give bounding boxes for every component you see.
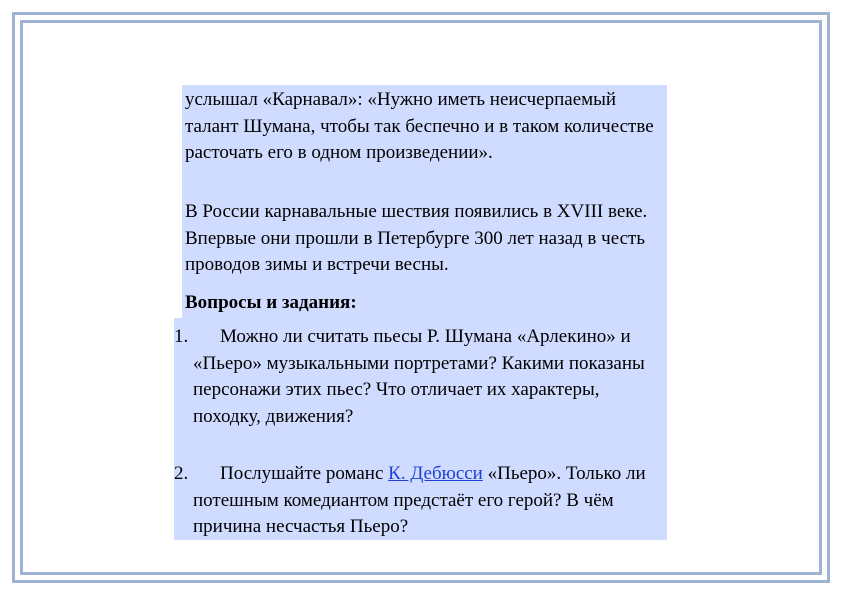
question-text: Можно ли считать пьесы Р. Шумана «Арлекино» и «Пьеро» музыкальными портретами? Какими показаны персонажи этих пьес? Что отличает их характеры, походку, движения? xyxy=(193,326,645,427)
question-number: 2. xyxy=(174,463,189,484)
question-text-before: Послушайте романс xyxy=(220,463,389,484)
questions-heading: Вопросы и задания: xyxy=(185,292,357,313)
question-text-after: «Пьеро». Только ли потешным комедиантом предстаёт его герой? В чём причина несчастья Пьеро? xyxy=(193,463,646,537)
paragraph-russia-carnival: В России карнавальные шествия появились в XVIII веке. Впервые они прошли в Петербурге 300 лет назад в честь проводов зимы и встречи весны. xyxy=(185,201,648,275)
question-item-2 xyxy=(174,461,664,541)
debussy-link[interactable]: К. Дебюсси xyxy=(388,463,483,484)
question-number: 1. xyxy=(174,326,189,347)
question-text xyxy=(174,461,664,541)
paragraph-carnival-quote: услышал «Карнавал»: «Нужно иметь неисчерпаемый талант Шумана, чтобы так беспечно и в таком количестве расточать его в одном произведении». xyxy=(185,89,654,163)
question-item-1 xyxy=(174,324,664,430)
